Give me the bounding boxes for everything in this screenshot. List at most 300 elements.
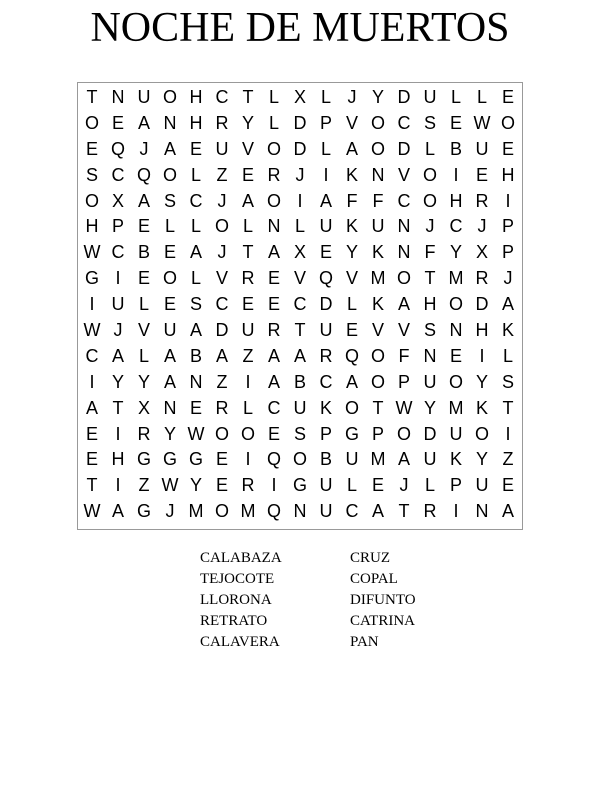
grid-letter: L: [268, 87, 279, 107]
grid-letter: P: [111, 216, 124, 237]
grid-letter: Y: [475, 449, 488, 470]
grid-letter: E: [137, 216, 150, 237]
grid-letter: T: [372, 397, 384, 418]
word-list-item: DIFUNTO: [350, 592, 416, 608]
grid-letter: O: [84, 190, 99, 211]
grid-letter: X: [475, 242, 488, 263]
grid-letter: J: [113, 320, 123, 341]
grid-letter: L: [346, 475, 357, 496]
grid-letter: C: [215, 294, 229, 315]
grid-letter: N: [397, 242, 411, 263]
grid-letter: L: [320, 87, 331, 107]
grid-letter: V: [397, 164, 410, 185]
grid-letter: T: [502, 397, 514, 418]
grid-letter: J: [399, 475, 409, 496]
word-list-item: CRUZ: [350, 550, 391, 566]
word-list: [200, 548, 500, 653]
grid-letter: P: [319, 112, 332, 133]
grid-letter: E: [267, 423, 280, 444]
grid-letter: D: [475, 294, 489, 315]
grid-letter: U: [293, 397, 307, 418]
grid-letter: N: [111, 87, 125, 107]
grid-letter: O: [448, 294, 463, 315]
grid-letter: E: [501, 138, 514, 159]
grid-letter: U: [215, 138, 229, 159]
grid-letter: A: [345, 371, 358, 392]
grid-letter: S: [85, 164, 98, 185]
grid-letter: P: [449, 475, 462, 496]
grid-letter: G: [344, 423, 359, 444]
grid-letter: T: [424, 268, 436, 289]
grid-letter: K: [449, 449, 462, 470]
grid-letter: U: [319, 501, 333, 522]
word-list-item: TEJOCOTE: [200, 571, 275, 587]
grid-letter: H: [111, 449, 125, 470]
grid-letter: F: [424, 242, 436, 263]
grid-letter: E: [215, 475, 228, 496]
word-list-item: CALABAZA: [200, 550, 282, 566]
grid-letter: O: [370, 112, 385, 133]
grid-letter: D: [293, 138, 307, 159]
grid-letter: U: [163, 320, 177, 341]
grid-letter: U: [241, 320, 255, 341]
grid-letter: G: [136, 449, 151, 470]
grid-letter: C: [111, 242, 125, 263]
grid-letter: C: [293, 294, 307, 315]
word-list-item: COPAL: [350, 571, 398, 587]
grid-letter: M: [188, 501, 204, 522]
grid-letter: H: [449, 190, 463, 211]
grid-letter: V: [397, 320, 410, 341]
grid-letter: F: [346, 190, 358, 211]
grid-letter: W: [161, 475, 179, 496]
grid-letter: V: [137, 320, 150, 341]
grid-letter: U: [449, 423, 463, 444]
grid-letter: Y: [163, 423, 176, 444]
grid-letter: K: [345, 216, 358, 237]
grid-letter: O: [266, 138, 281, 159]
grid-letter: C: [267, 397, 281, 418]
grid-letter: L: [138, 345, 149, 366]
grid-letter: Q: [110, 138, 125, 159]
grid-letter: C: [189, 190, 203, 211]
grid-letter: W: [187, 423, 205, 444]
grid-letter: R: [475, 190, 489, 211]
grid-letter: B: [137, 242, 150, 263]
grid-letter: H: [189, 112, 203, 133]
grid-letter: A: [319, 190, 332, 211]
grid-letter: D: [397, 138, 411, 159]
grid-letter: H: [85, 216, 99, 237]
grid-letter: J: [165, 501, 175, 522]
grid-letter: A: [137, 112, 150, 133]
grid-letter: N: [371, 164, 385, 185]
grid-letter: A: [293, 345, 306, 366]
grid-letter: T: [242, 242, 254, 263]
grid-letter: M: [240, 501, 256, 522]
grid-letter: Q: [344, 345, 359, 366]
grid-letter: J: [295, 164, 305, 185]
grid-letter: Q: [136, 164, 151, 185]
grid-letter: E: [189, 397, 202, 418]
grid-letter: J: [217, 242, 227, 263]
grid-letter: J: [425, 216, 435, 237]
grid-letter: R: [215, 112, 229, 133]
grid-letter: I: [505, 190, 511, 211]
grid-letter: O: [214, 216, 229, 237]
grid-letter: C: [345, 501, 359, 522]
grid-letter: W: [395, 397, 413, 418]
grid-letter: P: [397, 371, 410, 392]
grid-letter: L: [476, 87, 487, 107]
grid-letter: I: [115, 475, 121, 496]
grid-letter: Z: [242, 345, 254, 366]
grid-letter: E: [137, 268, 150, 289]
grid-letter: X: [111, 190, 124, 211]
grid-letter: A: [267, 371, 280, 392]
grid-letter: T: [86, 475, 98, 496]
grid-letter: A: [111, 345, 124, 366]
grid-letter: E: [111, 112, 124, 133]
grid-letter: C: [449, 216, 463, 237]
grid-letter: J: [347, 87, 357, 107]
grid-letter: I: [323, 164, 329, 185]
grid-letter: O: [396, 423, 411, 444]
grid-letter: O: [344, 397, 359, 418]
grid-letter: E: [85, 138, 98, 159]
grid-letter: E: [85, 449, 98, 470]
grid-letter: A: [215, 345, 228, 366]
grid-letter: I: [115, 423, 121, 444]
grid-letter: L: [268, 112, 279, 133]
grid-letter: E: [371, 475, 384, 496]
grid-letter: X: [137, 397, 150, 418]
grid-letter: Y: [449, 242, 462, 263]
grid-letter: E: [501, 87, 514, 107]
grid-letter: I: [89, 371, 95, 392]
grid-letter: E: [189, 138, 202, 159]
grid-letter: A: [241, 190, 254, 211]
grid-letter: A: [345, 138, 358, 159]
grid-letter: V: [215, 268, 228, 289]
grid-letter: Y: [371, 87, 384, 107]
grid-letter: E: [501, 475, 514, 496]
grid-letter: O: [396, 268, 411, 289]
grid-letter: T: [242, 87, 254, 107]
grid-letter: S: [293, 423, 306, 444]
grid-letter: L: [294, 216, 305, 237]
grid-letter: L: [190, 164, 201, 185]
grid-letter: S: [423, 112, 436, 133]
grid-letter: E: [241, 164, 254, 185]
grid-letter: L: [164, 216, 175, 237]
grid-letter: Z: [216, 371, 228, 392]
grid-letter: A: [501, 294, 514, 315]
word-list-item: CALAVERA: [200, 634, 280, 650]
grid-letter: A: [267, 242, 280, 263]
grid-letter: R: [319, 345, 333, 366]
grid-letter: Y: [189, 475, 202, 496]
grid-letter: T: [398, 501, 410, 522]
grid-letter: O: [370, 138, 385, 159]
grid-letter: O: [162, 87, 177, 107]
grid-letter: I: [297, 190, 303, 211]
grid-letter: G: [292, 475, 307, 496]
grid-letter: U: [319, 475, 333, 496]
grid-letter: E: [267, 294, 280, 315]
grid-letter: I: [479, 345, 485, 366]
grid-letter: L: [424, 138, 435, 159]
grid-letter: R: [267, 164, 281, 185]
grid-letter: E: [449, 112, 462, 133]
word-list-item: PAN: [350, 634, 379, 650]
grid-letter: I: [271, 475, 277, 496]
grid-letter: H: [501, 164, 515, 185]
word-list-item: CATRINA: [350, 613, 416, 629]
grid-letter: H: [475, 320, 489, 341]
grid-letter: A: [371, 501, 384, 522]
grid-letter: R: [267, 320, 281, 341]
grid-letter: K: [345, 164, 358, 185]
grid-letter: V: [293, 268, 306, 289]
grid-letter: E: [241, 294, 254, 315]
grid-letter: N: [423, 345, 437, 366]
grid-letter: T: [112, 397, 124, 418]
grid-letter: B: [319, 449, 332, 470]
grid-letter: D: [423, 423, 437, 444]
grid-letter: O: [474, 423, 489, 444]
grid-letter: J: [477, 216, 487, 237]
grid-letter: P: [501, 216, 514, 237]
grid-letter: J: [217, 190, 227, 211]
grid-letter: B: [293, 371, 306, 392]
grid-letter: Y: [345, 242, 358, 263]
grid-letter: A: [163, 371, 176, 392]
grid-letter: U: [423, 371, 437, 392]
grid-letter: O: [422, 164, 437, 185]
grid-letter: M: [370, 449, 386, 470]
grid-letter: K: [475, 397, 488, 418]
grid-letter: L: [190, 268, 201, 289]
grid-letter: Q: [318, 268, 333, 289]
grid-letter: U: [371, 216, 385, 237]
grid-letter: H: [189, 87, 203, 107]
grid-letter: S: [423, 320, 436, 341]
grid-letter: E: [215, 449, 228, 470]
grid-letter: C: [397, 190, 411, 211]
grid-letter: I: [453, 501, 459, 522]
grid-letter: R: [137, 423, 151, 444]
grid-letter: W: [83, 320, 101, 341]
grid-letter: L: [346, 294, 357, 315]
grid-letter: N: [475, 501, 489, 522]
grid-letter: A: [267, 345, 280, 366]
grid-letter: C: [215, 87, 229, 107]
grid-letter: T: [294, 320, 306, 341]
grid-letter: Y: [111, 371, 124, 392]
grid-letter: O: [370, 345, 385, 366]
grid-letter: E: [319, 242, 332, 263]
grid-letter: E: [475, 164, 488, 185]
grid-letter: Q: [266, 449, 281, 470]
grid-letter: L: [502, 345, 513, 366]
grid-letter: E: [163, 242, 176, 263]
grid-letter: R: [241, 475, 255, 496]
grid-letter: V: [371, 320, 384, 341]
grid-letter: D: [319, 294, 333, 315]
grid-letter: D: [215, 320, 229, 341]
grid-letter: Y: [241, 112, 254, 133]
grid-letter: R: [215, 397, 229, 418]
grid-letter: U: [137, 87, 151, 107]
grid-letter: A: [397, 449, 410, 470]
grid-letter: R: [475, 268, 489, 289]
grid-letter: U: [475, 138, 489, 159]
grid-letter: G: [188, 449, 203, 470]
grid-letter: L: [424, 475, 435, 496]
grid-letter: W: [473, 112, 491, 133]
grid-letter: L: [242, 397, 253, 418]
grid-letter: C: [397, 112, 411, 133]
grid-letter: W: [83, 501, 101, 522]
grid-letter: H: [423, 294, 437, 315]
letter-grid: [79, 85, 521, 525]
grid-letter: Z: [502, 449, 514, 470]
grid-letter: B: [449, 138, 462, 159]
grid-letter: L: [320, 138, 331, 159]
page-title: NOCHE DE MUERTOS: [90, 5, 510, 51]
grid-letter: V: [241, 138, 254, 159]
grid-letter: E: [85, 423, 98, 444]
grid-letter: K: [319, 397, 332, 418]
grid-letter: M: [448, 397, 464, 418]
grid-letter: A: [189, 320, 202, 341]
grid-letter: K: [501, 320, 514, 341]
grid-letter: A: [501, 501, 514, 522]
grid-letter: U: [423, 449, 437, 470]
grid-letter: R: [241, 268, 255, 289]
grid-letter: Q: [266, 501, 281, 522]
word-list-item: LLORONA: [200, 592, 272, 608]
grid-letter: O: [266, 190, 281, 211]
grid-letter: O: [214, 423, 229, 444]
grid-letter: O: [292, 449, 307, 470]
grid-letter: P: [319, 423, 332, 444]
grid-letter: S: [189, 294, 202, 315]
grid-letter: A: [397, 294, 410, 315]
grid-letter: E: [449, 345, 462, 366]
grid-letter: D: [397, 87, 411, 107]
grid-letter: Y: [423, 397, 436, 418]
grid-letter: J: [503, 268, 513, 289]
grid-letter: S: [501, 371, 514, 392]
grid-letter: I: [245, 449, 251, 470]
grid-letter: O: [500, 112, 515, 133]
grid-letter: U: [319, 320, 333, 341]
grid-letter: Y: [475, 371, 488, 392]
grid-letter: N: [163, 112, 177, 133]
grid-letter: I: [115, 268, 121, 289]
grid-letter: I: [453, 164, 459, 185]
grid-letter: L: [242, 216, 253, 237]
grid-letter: A: [85, 397, 98, 418]
grid-letter: O: [370, 371, 385, 392]
grid-letter: C: [319, 371, 333, 392]
grid-letter: U: [475, 475, 489, 496]
grid-letter: O: [162, 164, 177, 185]
grid-letter: A: [111, 501, 124, 522]
grid-letter: O: [240, 423, 255, 444]
grid-letter: O: [422, 190, 437, 211]
grid-letter: N: [163, 397, 177, 418]
grid-letter: X: [293, 87, 306, 107]
grid-letter: O: [162, 268, 177, 289]
grid-letter: L: [138, 294, 149, 315]
grid-letter: A: [189, 242, 202, 263]
grid-letter: T: [86, 87, 98, 107]
grid-letter: D: [293, 112, 307, 133]
grid-letter: P: [501, 242, 514, 263]
grid-letter: W: [83, 242, 101, 263]
grid-letter: M: [370, 268, 386, 289]
grid-letter: F: [398, 345, 410, 366]
grid-letter: E: [267, 268, 280, 289]
grid-letter: O: [214, 501, 229, 522]
grid-letter: N: [189, 371, 203, 392]
grid-letter: N: [449, 320, 463, 341]
grid-letter: G: [162, 449, 177, 470]
grid-letter: X: [293, 242, 306, 263]
grid-letter: O: [448, 371, 463, 392]
grid-letter: E: [345, 320, 358, 341]
grid-letter: Y: [137, 371, 150, 392]
grid-letter: J: [139, 138, 149, 159]
grid-letter: N: [267, 216, 281, 237]
grid-letter: E: [163, 294, 176, 315]
grid-letter: S: [163, 190, 176, 211]
grid-letter: U: [345, 449, 359, 470]
grid-letter: N: [293, 501, 307, 522]
grid-letter: F: [372, 190, 384, 211]
grid-letter: A: [137, 190, 150, 211]
grid-letter: M: [448, 268, 464, 289]
grid-letter: C: [111, 164, 125, 185]
grid-letter: V: [345, 112, 358, 133]
grid-letter: I: [505, 423, 511, 444]
word-list-item: RETRATO: [200, 613, 268, 629]
grid-letter: I: [89, 294, 95, 315]
grid-letter: L: [190, 216, 201, 237]
grid-letter: Z: [138, 475, 150, 496]
grid-letter: O: [84, 112, 99, 133]
grid-letter: A: [163, 138, 176, 159]
grid-letter: U: [319, 216, 333, 237]
grid-letter: G: [84, 268, 99, 289]
grid-letter: N: [397, 216, 411, 237]
grid-letter: L: [450, 87, 461, 107]
grid-letter: I: [245, 371, 251, 392]
grid-letter: K: [371, 294, 384, 315]
grid-letter: G: [136, 501, 151, 522]
grid-letter: Z: [216, 164, 228, 185]
grid-letter: V: [345, 268, 358, 289]
grid-letter: K: [371, 242, 384, 263]
grid-letter: P: [371, 423, 384, 444]
grid-letter: C: [85, 345, 99, 366]
grid-letter: U: [423, 87, 437, 107]
grid-letter: R: [423, 501, 437, 522]
grid-letter: A: [163, 345, 176, 366]
